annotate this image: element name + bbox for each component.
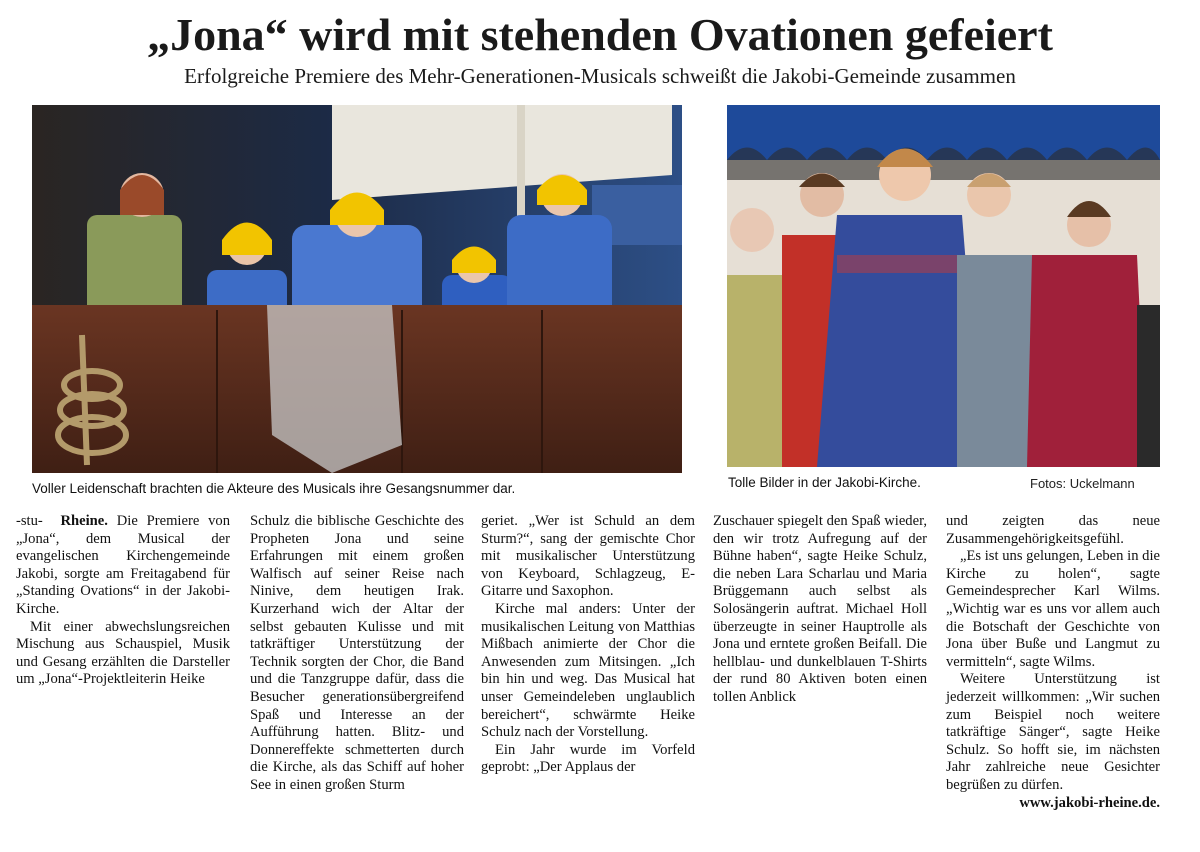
stage-photo-right xyxy=(727,105,1160,467)
article-column-1 xyxy=(16,513,230,689)
article-paragraph: Weitere Unterstützung ist jederzeit willkommen: „Wir suchen zum Beispiel noch weitere tatkräftige Sänger“, sagte Heike Schulz. So hofft sie, im nächsten Jahr zahlreiche neue Gesichter begrüßen zu dürfen. xyxy=(946,671,1160,793)
article-paragraph: Ein Jahr wurde im Vorfeld geprobt: „Der Applaus der xyxy=(481,741,695,776)
photo-right-caption: Tolle Bilder in der Jakobi-Kirche. xyxy=(728,475,921,490)
photo-credit: Fotos: Uckelmann xyxy=(1030,476,1135,491)
article-paragraph: Zuschauer spiegelt den Spaß wieder, den wir trotz Aufregung auf der Bühne haben“, sagte Heike Schulz, die neben Lara Scharlau und Maria Brüggemann auch selbst als Solosängerin auftrat. Michael Holl überzeugte in seiner Hauptrolle als Jona und erntete großen Beifall. Die hellblau- und dunkelblauen T-Shirts der rund 80 Aktiven boten einen tollen Anblick xyxy=(713,513,927,705)
website-link[interactable]: www.jakobi-rheine.de. xyxy=(1019,794,1160,811)
dateline-author: -stu- xyxy=(16,513,43,529)
photo-left-caption: Voller Leidenschaft brachten die Akteure des Musicals ihre Gesangsnummer dar. xyxy=(32,481,516,496)
article-column-4 xyxy=(713,513,927,707)
article-column-2 xyxy=(250,513,464,795)
article-paragraph: Kirche mal anders: Unter der musikalischen Leitung von Matthias Mißbach animierte der Chor die Anwesenden zum Mitsingen. „Ich bin hin und weg. Das Musical hat unser Gemeindeleben unglaublich bereichert“, schwärmte Heike Schulz nach der Vorstellung. xyxy=(481,600,695,741)
article-paragraph: -stu- Rheine. Die Premiere von „Jona“, dem Musical der evangelischen Kirchengemeinde Jakobi, sorgte am Freitagabend für „Standing Ovations“ in der Jakobi-Kirche. xyxy=(16,513,231,617)
article-paragraph: Schulz die biblische Geschichte des Propheten Jona und seine Erfahrungen mit einem großen Walfisch auf seiner Reise nach Ninive, dem heutigen Irak. Kurzerhand wich der Altar der selbst gebauten Kulisse und mit tatkräftiger Unterstützung der Technik sorgten der Chor, die Band und die Tanzgruppe dafür, dass die Besucher generationsübergreifend Spaß und Interesse an der Aufführung hatten. Blitz- und Donnereffekte schmetterten durch die Kirche, als das Schiff auf hoher See in einen großen Sturm xyxy=(250,513,464,793)
article-paragraph: und zeigten das neue Zusammengehörigkeitsgefühl. xyxy=(946,513,1160,547)
article-paragraph: Mit einer abwechslungsreichen Mischung aus Schauspiel, Musik und Gesang erzählten die Darsteller um „Jona“-Projektleiterin Heike xyxy=(16,618,230,688)
article-paragraph: geriet. „Wer ist Schuld an dem Sturm?“, sang der gemischte Chor mit musikalischer Unterstützung von Keyboard, Schlagzeug, E-Gitarre und Saxophon. xyxy=(481,513,695,600)
stage-photo-left xyxy=(32,105,682,473)
dateline-place: Rheine. xyxy=(60,513,108,529)
article-column-3 xyxy=(481,513,695,777)
subheadline: Erfolgreiche Premiere des Mehr-Generationen-Musicals schweißt die Jakobi-Gemeinde zusammen xyxy=(184,64,1016,88)
headline: „Jona“ wird mit stehenden Ovationen gefeiert xyxy=(147,9,1053,60)
article-paragraph: „Es ist uns gelungen, Leben in die Kirche zu holen“, sagte Gemeindesprecher Karl Wilms. „Wichtig war es uns vor allem auch die Botschaft der Geschichte von Jona über Buße und Langmut zu vermitteln“, sagte Wilms. xyxy=(946,548,1160,670)
article-column-5 xyxy=(946,513,1160,812)
